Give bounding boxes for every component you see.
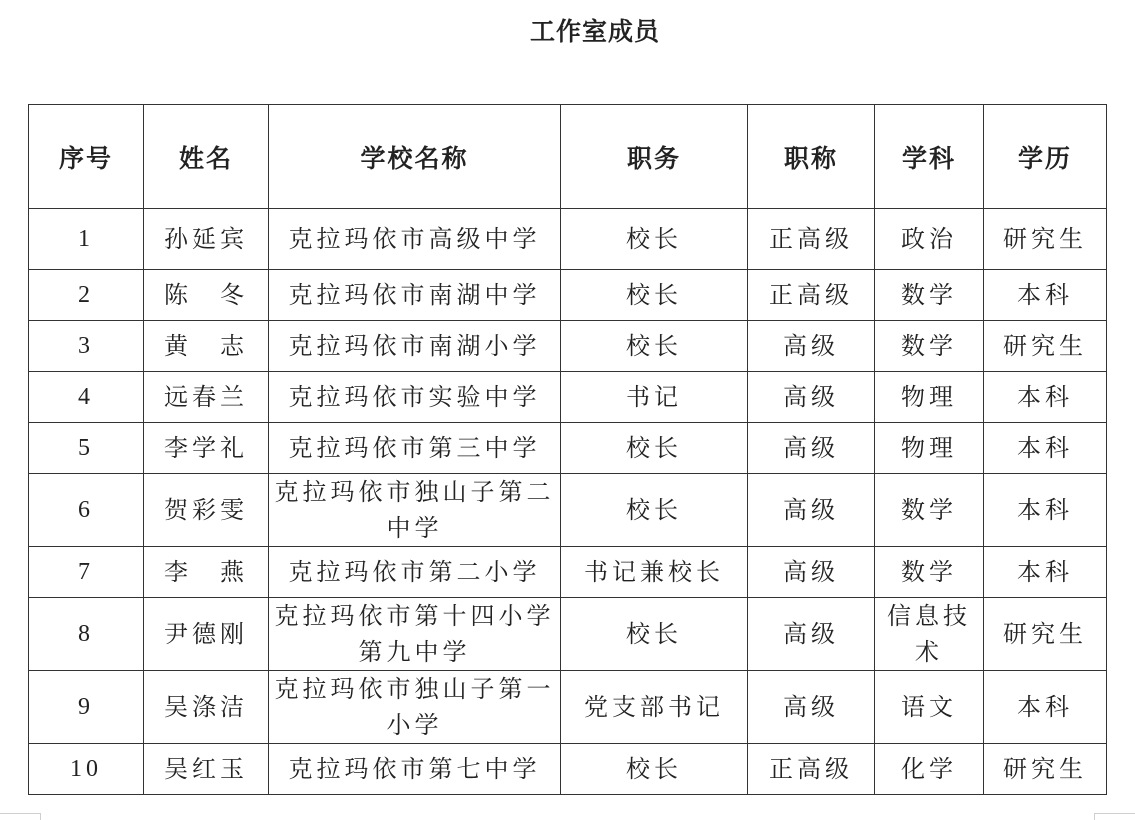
cell-position: 党支部书记 [561, 671, 748, 744]
cell-title: 高级 [748, 474, 875, 547]
cell-title: 高级 [748, 547, 875, 598]
cell-education: 研究生 [984, 744, 1107, 795]
table-row [29, 423, 1107, 474]
cell-education: 本科 [984, 423, 1107, 474]
cell-index: 4 [29, 372, 144, 423]
cell-name: 孙延宾 [144, 209, 269, 270]
cell-education: 本科 [984, 547, 1107, 598]
cell-title: 正高级 [748, 209, 875, 270]
cell-position: 校长 [561, 474, 748, 547]
page-title: 工作室成员 [529, 17, 660, 46]
cell-index: 5 [29, 423, 144, 474]
cell-subject: 语文 [875, 671, 984, 744]
cell-position: 校长 [561, 423, 748, 474]
cell-subject: 化学 [875, 744, 984, 795]
cell-index: 2 [29, 270, 144, 321]
cell-school: 克拉玛依市第七中学 [269, 744, 561, 795]
cell-education: 研究生 [984, 209, 1107, 270]
cell-name: 贺彩雯 [144, 474, 269, 547]
cell-education: 本科 [984, 270, 1107, 321]
cell-education: 本科 [984, 372, 1107, 423]
cell-position: 校长 [561, 270, 748, 321]
cell-position: 校长 [561, 321, 748, 372]
cell-school: 克拉玛依市高级中学 [269, 209, 561, 270]
cell-title: 高级 [748, 372, 875, 423]
header-title: 职称 [748, 105, 875, 209]
cell-school: 克拉玛依市第十四小学第九中学 [269, 598, 561, 671]
cell-index: 8 [29, 598, 144, 671]
header-position: 职务 [561, 105, 748, 209]
cell-position: 书记兼校长 [561, 547, 748, 598]
header-education: 学历 [984, 105, 1107, 209]
cell-subject: 数学 [875, 474, 984, 547]
cell-index: 6 [29, 474, 144, 547]
table-row [29, 372, 1107, 423]
cell-name: 黄 志 [144, 321, 269, 372]
table-row [29, 598, 1107, 671]
cell-name: 李 燕 [144, 547, 269, 598]
cell-title: 高级 [748, 321, 875, 372]
cell-subject: 数学 [875, 547, 984, 598]
cell-name: 吴红玉 [144, 744, 269, 795]
cell-position: 校长 [561, 598, 748, 671]
cell-index: 3 [29, 321, 144, 372]
header-name: 姓名 [144, 105, 269, 209]
cell-index: 1 [29, 209, 144, 270]
cell-index: 7 [29, 547, 144, 598]
header-subject: 学科 [875, 105, 984, 209]
cell-title: 高级 [748, 598, 875, 671]
cell-school: 克拉玛依市独山子第一小学 [269, 671, 561, 744]
cell-school: 克拉玛依市第二小学 [269, 547, 561, 598]
cell-title: 高级 [748, 423, 875, 474]
cell-name: 吴涤洁 [144, 671, 269, 744]
table-header-row [29, 105, 1107, 209]
header-school: 学校名称 [269, 105, 561, 209]
table-row [29, 321, 1107, 372]
table-row [29, 209, 1107, 270]
cell-education: 研究生 [984, 598, 1107, 671]
cell-education: 本科 [984, 474, 1107, 547]
table-row [29, 474, 1107, 547]
cell-title: 正高级 [748, 744, 875, 795]
table-row [29, 671, 1107, 744]
cell-name: 尹德刚 [144, 598, 269, 671]
cell-school: 克拉玛依市第三中学 [269, 423, 561, 474]
cell-subject: 物理 [875, 423, 984, 474]
cell-education: 本科 [984, 671, 1107, 744]
cell-school: 克拉玛依市南湖小学 [269, 321, 561, 372]
cell-subject: 物理 [875, 372, 984, 423]
cell-name: 远春兰 [144, 372, 269, 423]
cell-position: 书记 [561, 372, 748, 423]
cell-subject: 政治 [875, 209, 984, 270]
cell-school: 克拉玛依市实验中学 [269, 372, 561, 423]
cell-name: 陈 冬 [144, 270, 269, 321]
cell-position: 校长 [561, 744, 748, 795]
cell-education: 研究生 [984, 321, 1107, 372]
table-row [29, 270, 1107, 321]
table-row [29, 744, 1107, 795]
cell-school: 克拉玛依市独山子第二中学 [269, 474, 561, 547]
header-index: 序号 [29, 105, 144, 209]
cell-school: 克拉玛依市南湖中学 [269, 270, 561, 321]
table-row [29, 547, 1107, 598]
cell-index: 9 [29, 671, 144, 744]
cell-title: 正高级 [748, 270, 875, 321]
cell-position: 校长 [561, 209, 748, 270]
cell-index: 10 [29, 744, 144, 795]
cell-subject: 数学 [875, 321, 984, 372]
cell-subject: 信息技术 [875, 598, 984, 671]
cell-name: 李学礼 [144, 423, 269, 474]
cell-title: 高级 [748, 671, 875, 744]
members-table [28, 104, 1107, 795]
cell-subject: 数学 [875, 270, 984, 321]
